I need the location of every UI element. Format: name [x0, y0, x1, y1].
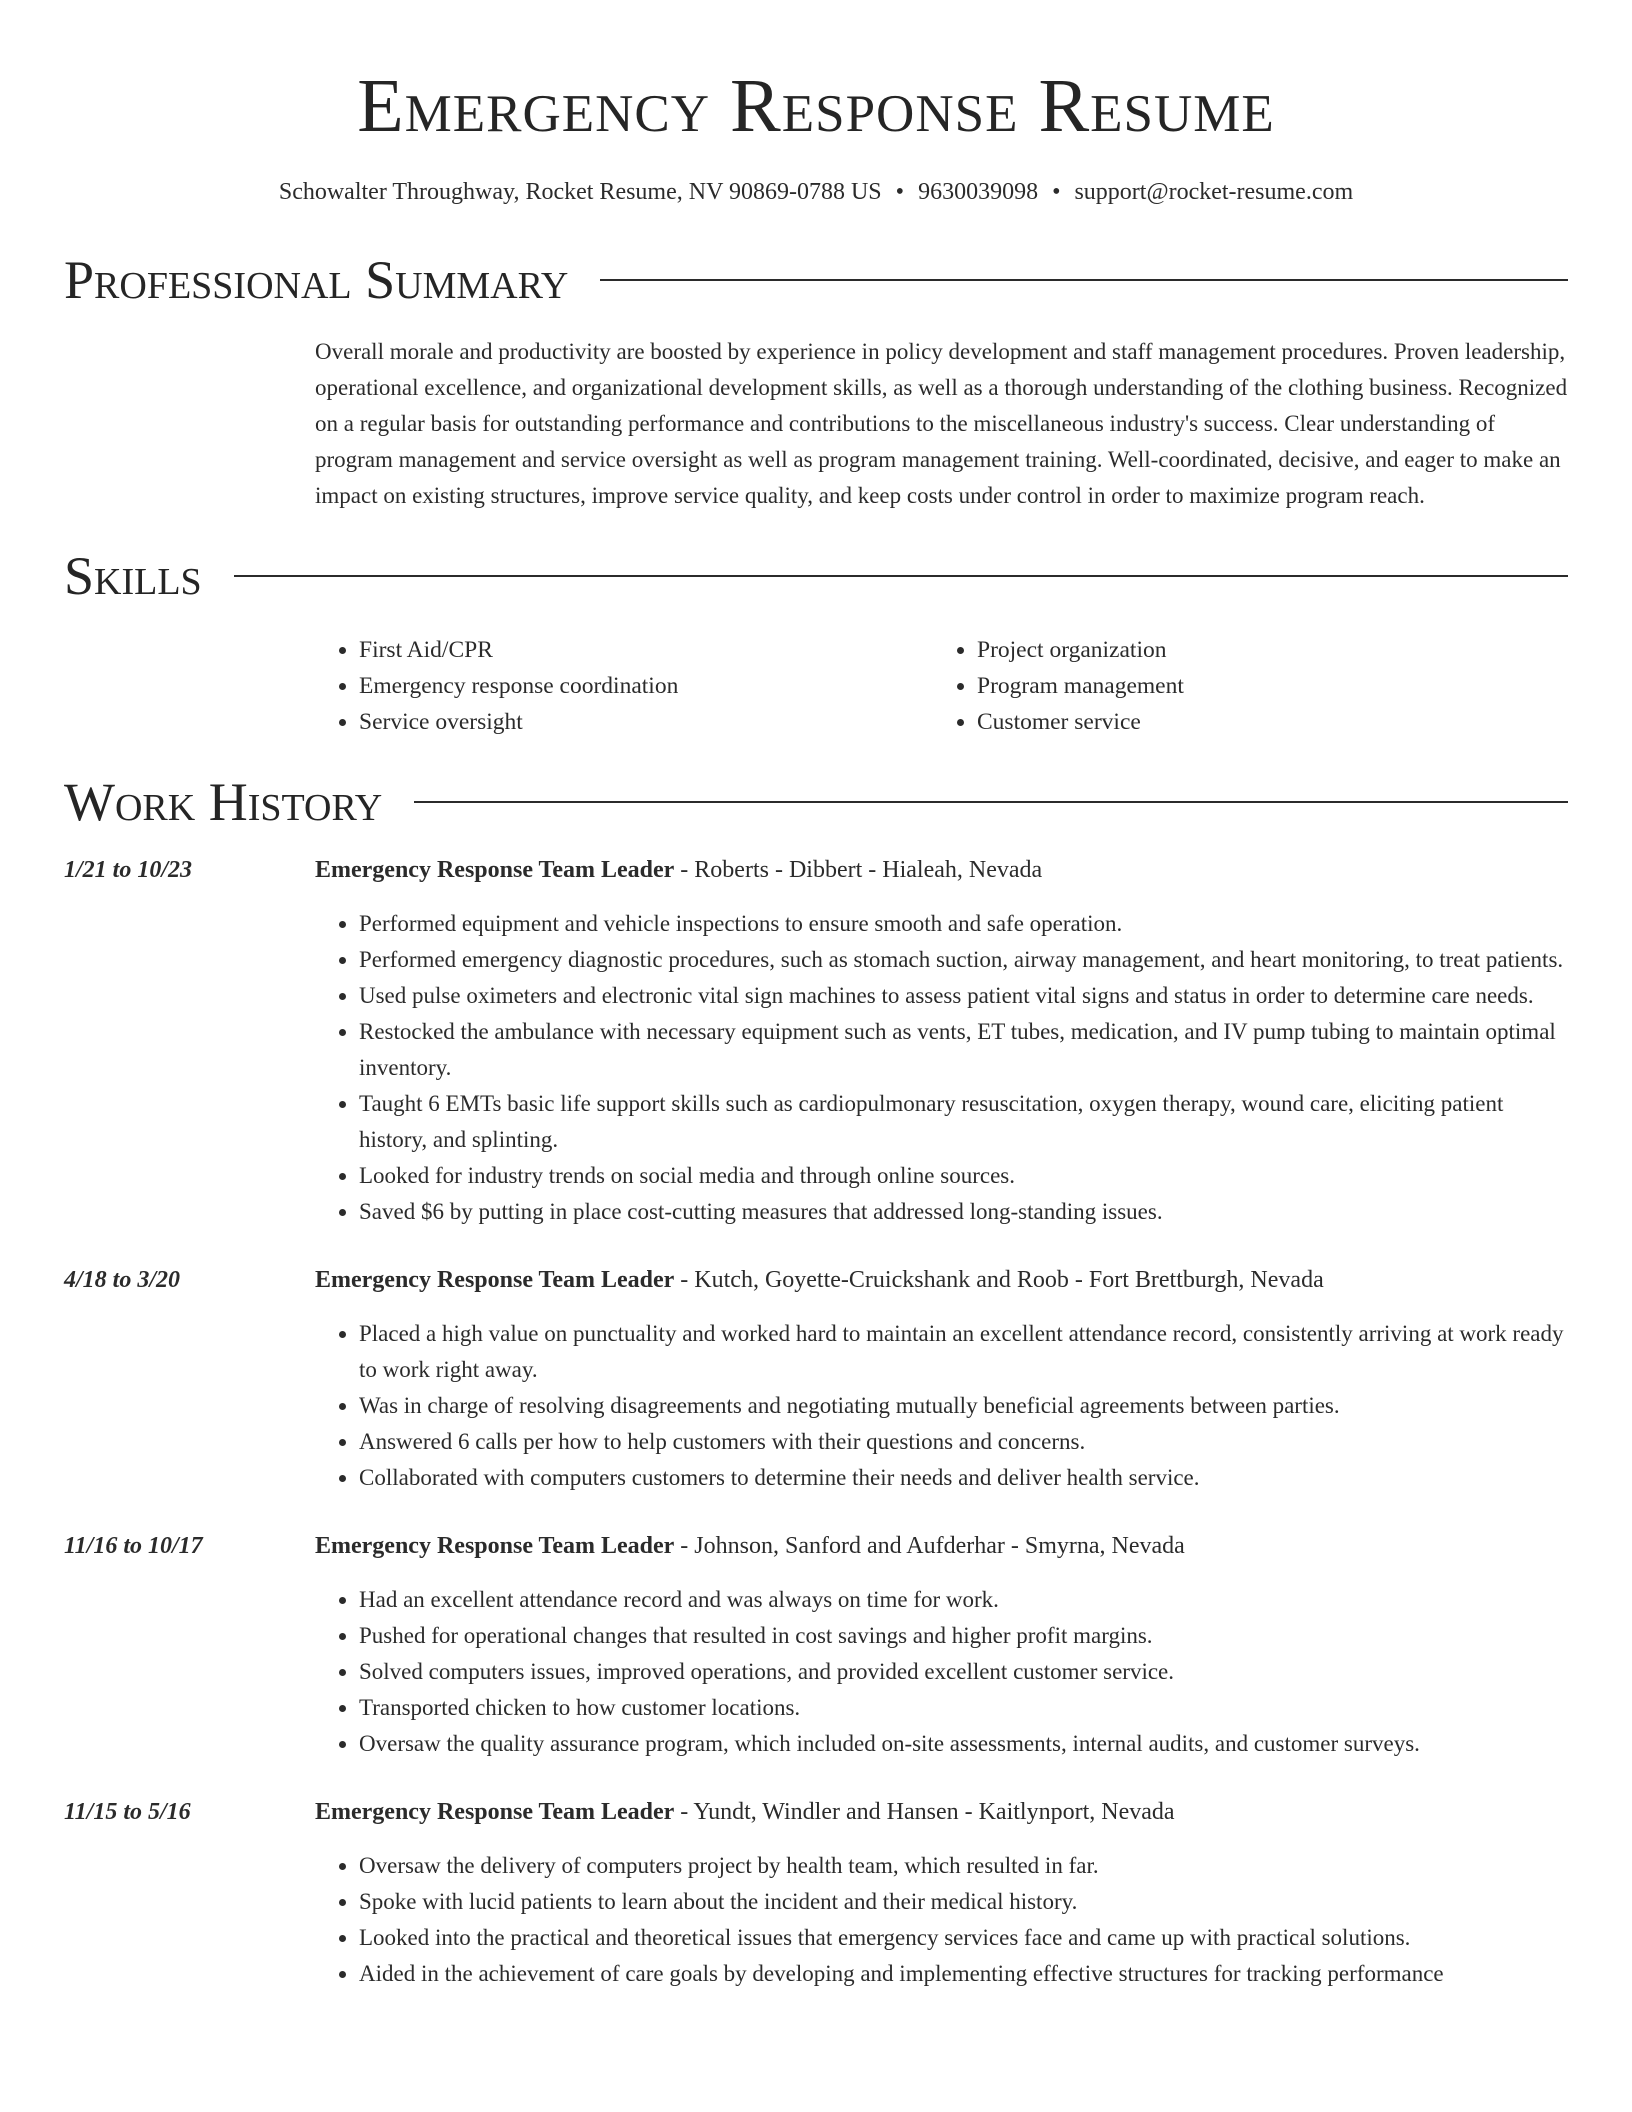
job-bullet: • Performed emergency diagnostic procedures, such as stomach suction, airway management, and heart monitoring, to treat patients. [359, 942, 1568, 978]
job-entry [64, 1262, 1568, 1496]
section-divider [600, 279, 1568, 281]
job-bullet: • Oversaw the delivery of computers project by health team, which resulted in far. [359, 1848, 1568, 1884]
work-title: Work History [64, 772, 383, 832]
job-employer: - Roberts - Dibbert - Hialeah, Nevada [674, 857, 1043, 883]
job-bullet: • Used pulse oximeters and electronic vital sign machines to assess patient vital signs and status in order to determine care needs. [359, 978, 1568, 1014]
job-bullet: • Restocked the ambulance with necessary equipment such as vents, ET tubes, medication, and IV pump tubing to maintain optimal inventory. [359, 1014, 1568, 1086]
job-bullet: • Performed equipment and vehicle inspections to ensure smooth and safe operation. [359, 906, 1568, 942]
job-bullet: • Had an excellent attendance record and was always on time for work. [359, 1582, 1568, 1618]
job-bullet: • Transported chicken to how customer locations. [359, 1690, 1568, 1726]
contact-separator: • [1052, 179, 1061, 205]
contact-address: Schowalter Throughway, Rocket Resume, NV 90869-0788 US [278, 179, 882, 205]
job-bullet: • Saved $6 by putting in place cost-cutting measures that addressed long-standing issues. [359, 1194, 1568, 1230]
summary-title: Professional Summary [64, 250, 569, 310]
job-body [315, 1262, 1568, 1496]
job-entry [64, 852, 1568, 1230]
job-bullet: • Pushed for operational changes that resulted in cost savings and higher profit margins. [359, 1618, 1568, 1654]
skill-item: • First Aid/CPR [359, 632, 933, 668]
job-bullets [315, 1582, 1568, 1762]
job-bullets [315, 906, 1568, 1230]
job-body [315, 1528, 1568, 1762]
job-title: Emergency Response Team Leader [315, 857, 675, 883]
job-bullet: • Looked for industry trends on social media and through online sources. [359, 1158, 1568, 1194]
job-dates: 11/16 to 10/17 [64, 1533, 203, 1559]
skill-item: • Customer service [977, 704, 1551, 740]
skills-column-left [315, 632, 933, 740]
job-bullet: • Collaborated with computers customers to determine their needs and deliver health service. [359, 1460, 1568, 1496]
skills-list [315, 632, 1568, 740]
job-body [315, 1794, 1568, 1992]
contact-line [64, 176, 1568, 208]
job-employer: - Yundt, Windler and Hansen - Kaitlynport, Nevada [674, 1799, 1175, 1825]
resume-page [64, 0, 1568, 1992]
contact-separator: • [895, 179, 905, 205]
job-bullets [315, 1316, 1568, 1496]
skill-item: • Program management [977, 668, 1551, 704]
summary-text: Overall morale and productivity are boosted by experience in policy development and staff management procedures. Proven leadership, operational excellence, and organizational development skills, as well as a thorough understanding of the clothing business. Recognized on a regular basis for outstanding performance and contributions to the miscellaneous industry's success. Clear understanding of program management and service oversight as well as program management training. Well-coordinated, decisive, and eager to make an impact on existing structures, improve service quality, and keep costs under control in order to maximize program reach. [315, 339, 1568, 508]
skills-title: Skills [64, 546, 202, 606]
job-bullet: • Placed a high value on punctuality and worked hard to maintain an excellent attendance record, consistently arriving at work ready to work right away. [359, 1316, 1568, 1388]
skills-column-right [933, 632, 1551, 740]
skill-item: • Emergency response coordination [359, 668, 933, 704]
work-section-header [64, 770, 1568, 834]
job-dates: 1/21 to 10/23 [64, 857, 193, 883]
job-bullet: • Solved computers issues, improved operations, and provided excellent customer service. [359, 1654, 1568, 1690]
section-divider [234, 575, 1568, 577]
job-bullet: • Spoke with lucid patients to learn about the incident and their medical history. [359, 1884, 1568, 1920]
resume-name: Emergency Response Resume [357, 64, 1275, 148]
contact-phone: 9630039098 [918, 179, 1039, 205]
job-heading [315, 852, 1568, 888]
skill-item: • Service oversight [359, 704, 933, 740]
job-bullets [315, 1848, 1568, 1992]
job-entry [64, 1794, 1568, 1992]
job-employer: - Johnson, Sanford and Aufderhar - Smyrna, Nevada [674, 1533, 1185, 1559]
skill-item: • Project organization [977, 632, 1551, 668]
job-employer: - Kutch, Goyette-Cruickshank and Roob - Fort Brettburgh, Nevada [674, 1267, 1324, 1293]
job-bullet: • Answered 6 calls per how to help customers with their questions and concerns. [359, 1424, 1568, 1460]
job-title: Emergency Response Team Leader [315, 1267, 675, 1293]
skills-section-header [64, 544, 1568, 608]
job-bullet: • Looked into the practical and theoretical issues that emergency services face and came up with practical solutions. [359, 1920, 1568, 1956]
job-dates: 4/18 to 3/20 [64, 1267, 181, 1293]
job-heading [315, 1794, 1568, 1830]
job-dates: 11/15 to 5/16 [64, 1799, 191, 1825]
job-heading [315, 1262, 1568, 1298]
job-bullet: • Oversaw the quality assurance program, which included on-site assessments, internal audits, and customer surveys. [359, 1726, 1568, 1762]
job-bullet: • Was in charge of resolving disagreements and negotiating mutually beneficial agreements between parties. [359, 1388, 1568, 1424]
job-entry [64, 1528, 1568, 1762]
job-bullet: • Aided in the achievement of care goals by developing and implementing effective structures for tracking performance [359, 1956, 1568, 1992]
job-body [315, 852, 1568, 1230]
contact-email: support@rocket-resume.com [1074, 179, 1354, 205]
job-bullet: • Taught 6 EMTs basic life support skills such as cardiopulmonary resuscitation, oxygen therapy, wound care, eliciting patient history, and splinting. [359, 1086, 1568, 1158]
job-title: Emergency Response Team Leader [315, 1799, 675, 1825]
summary-section-header [64, 248, 1568, 312]
job-heading [315, 1528, 1568, 1564]
job-title: Emergency Response Team Leader [315, 1533, 675, 1559]
section-divider [414, 801, 1568, 803]
